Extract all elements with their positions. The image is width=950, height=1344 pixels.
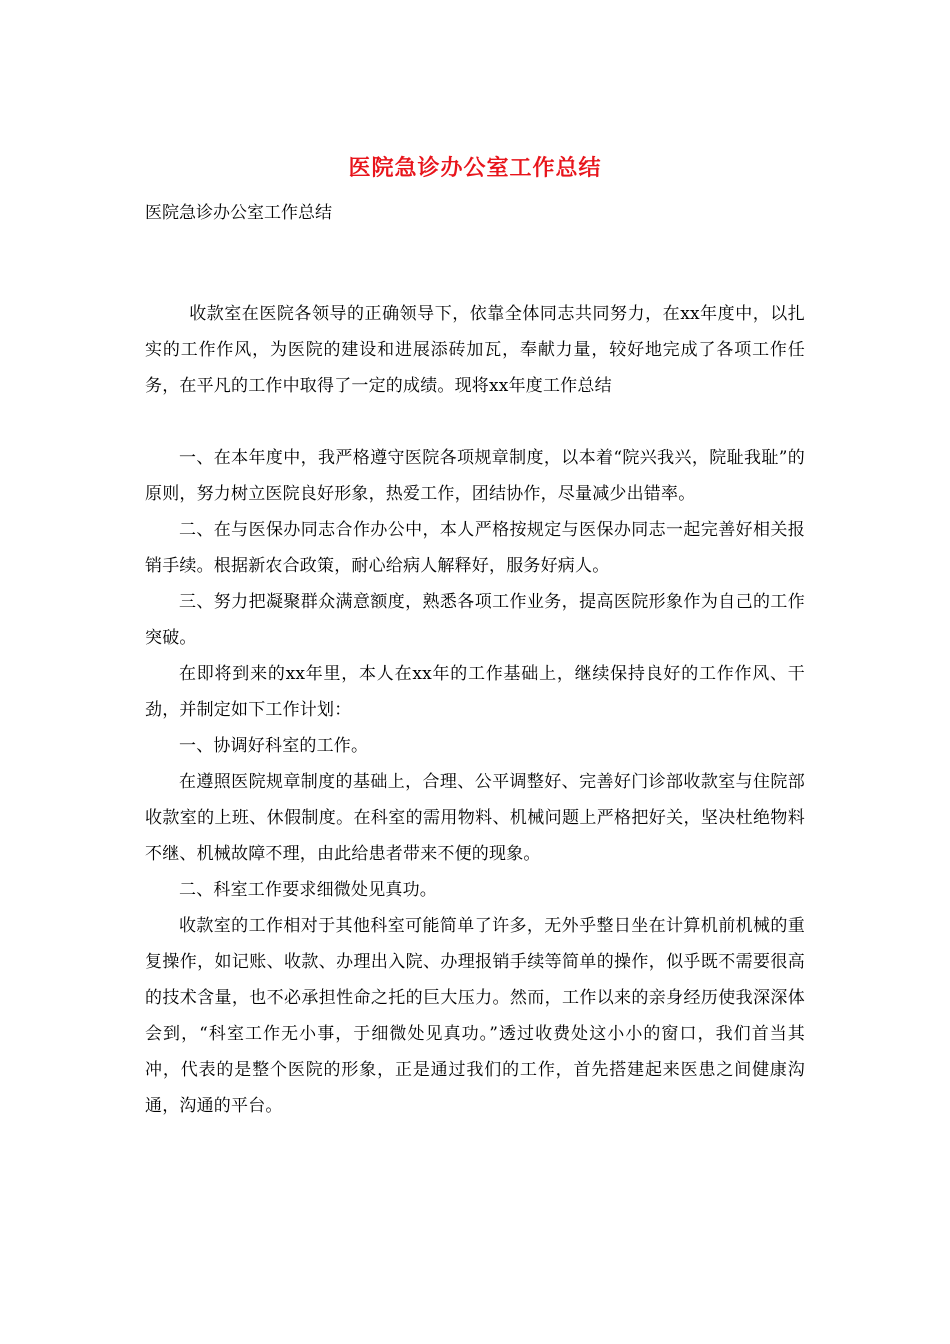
paragraph-item-1: 一、在本年度中，我严格遵守医院各项规章制度，以本着“院兴我兴，院耻我耻”的原则，努力树立医院良好形象，热爱工作，团结协作，尽量减少出错率。 bbox=[145, 448, 805, 504]
paragraph-plan-intro: 在即将到来的xx年里，本人在xx年的工作基础上，继续保持良好的工作作风、干劲，并制定如下工作计划： bbox=[145, 664, 805, 720]
paragraph-plan-body-1: 在遵照医院规章制度的基础上，合理、公平调整好、完善好门诊部收款室与住院部收款室的上班、休假制度。在科室的需用物料、机械问题上严格把好关，坚决杜绝物料不继、机械故障不理，由此给患者带来不便的现象。 bbox=[145, 772, 805, 864]
paragraph-spacer bbox=[145, 404, 805, 440]
document-body bbox=[145, 296, 805, 1124]
document-subtitle: 医院急诊办公室工作总结 bbox=[145, 203, 332, 223]
paragraph-plan-heading-2: 二、科室工作要求细微处见真功。 bbox=[179, 880, 437, 900]
paragraph-plan-body-2: 收款室的工作相对于其他科室可能简单了许多，无外乎整日坐在计算机前机械的重复操作，如记账、收款、办理出入院、办理报销手续等简单的操作，似乎既不需要很高的技术含量，也不必承担性命之托的巨大压力。然而，工作以来的亲身经历使我深深体会到，“科室工作无小事，于细微处见真功。”透过收费处这小小的窗口，我们首当其冲，代表的是整个医院的形象，正是通过我们的工作，首先搭建起来医患之间健康沟通，沟通的平台。 bbox=[145, 916, 805, 1116]
paragraph-item-3: 三、努力把凝聚群众满意额度，熟悉各项工作业务，提高医院形象作为自己的工作突破。 bbox=[145, 592, 805, 648]
paragraph-intro: 收款室在医院各领导的正确领导下，依靠全体同志共同努力，在xx年度中，以扎实的工作作风，为医院的建设和进展添砖加瓦，奉献力量，较好地完成了各项工作任务，在平凡的工作中取得了一定的成绩。现将xx年度工作总结 bbox=[145, 304, 805, 396]
document-title: 医院急诊办公室工作总结 bbox=[348, 155, 602, 181]
paragraph-item-2: 二、在与医保办同志合作办公中，本人严格按规定与医保办同志一起完善好相关报销手续。根据新农合政策，耐心给病人解释好，服务好病人。 bbox=[145, 520, 805, 576]
paragraph-plan-heading-1: 一、协调好科室的工作。 bbox=[179, 736, 369, 756]
